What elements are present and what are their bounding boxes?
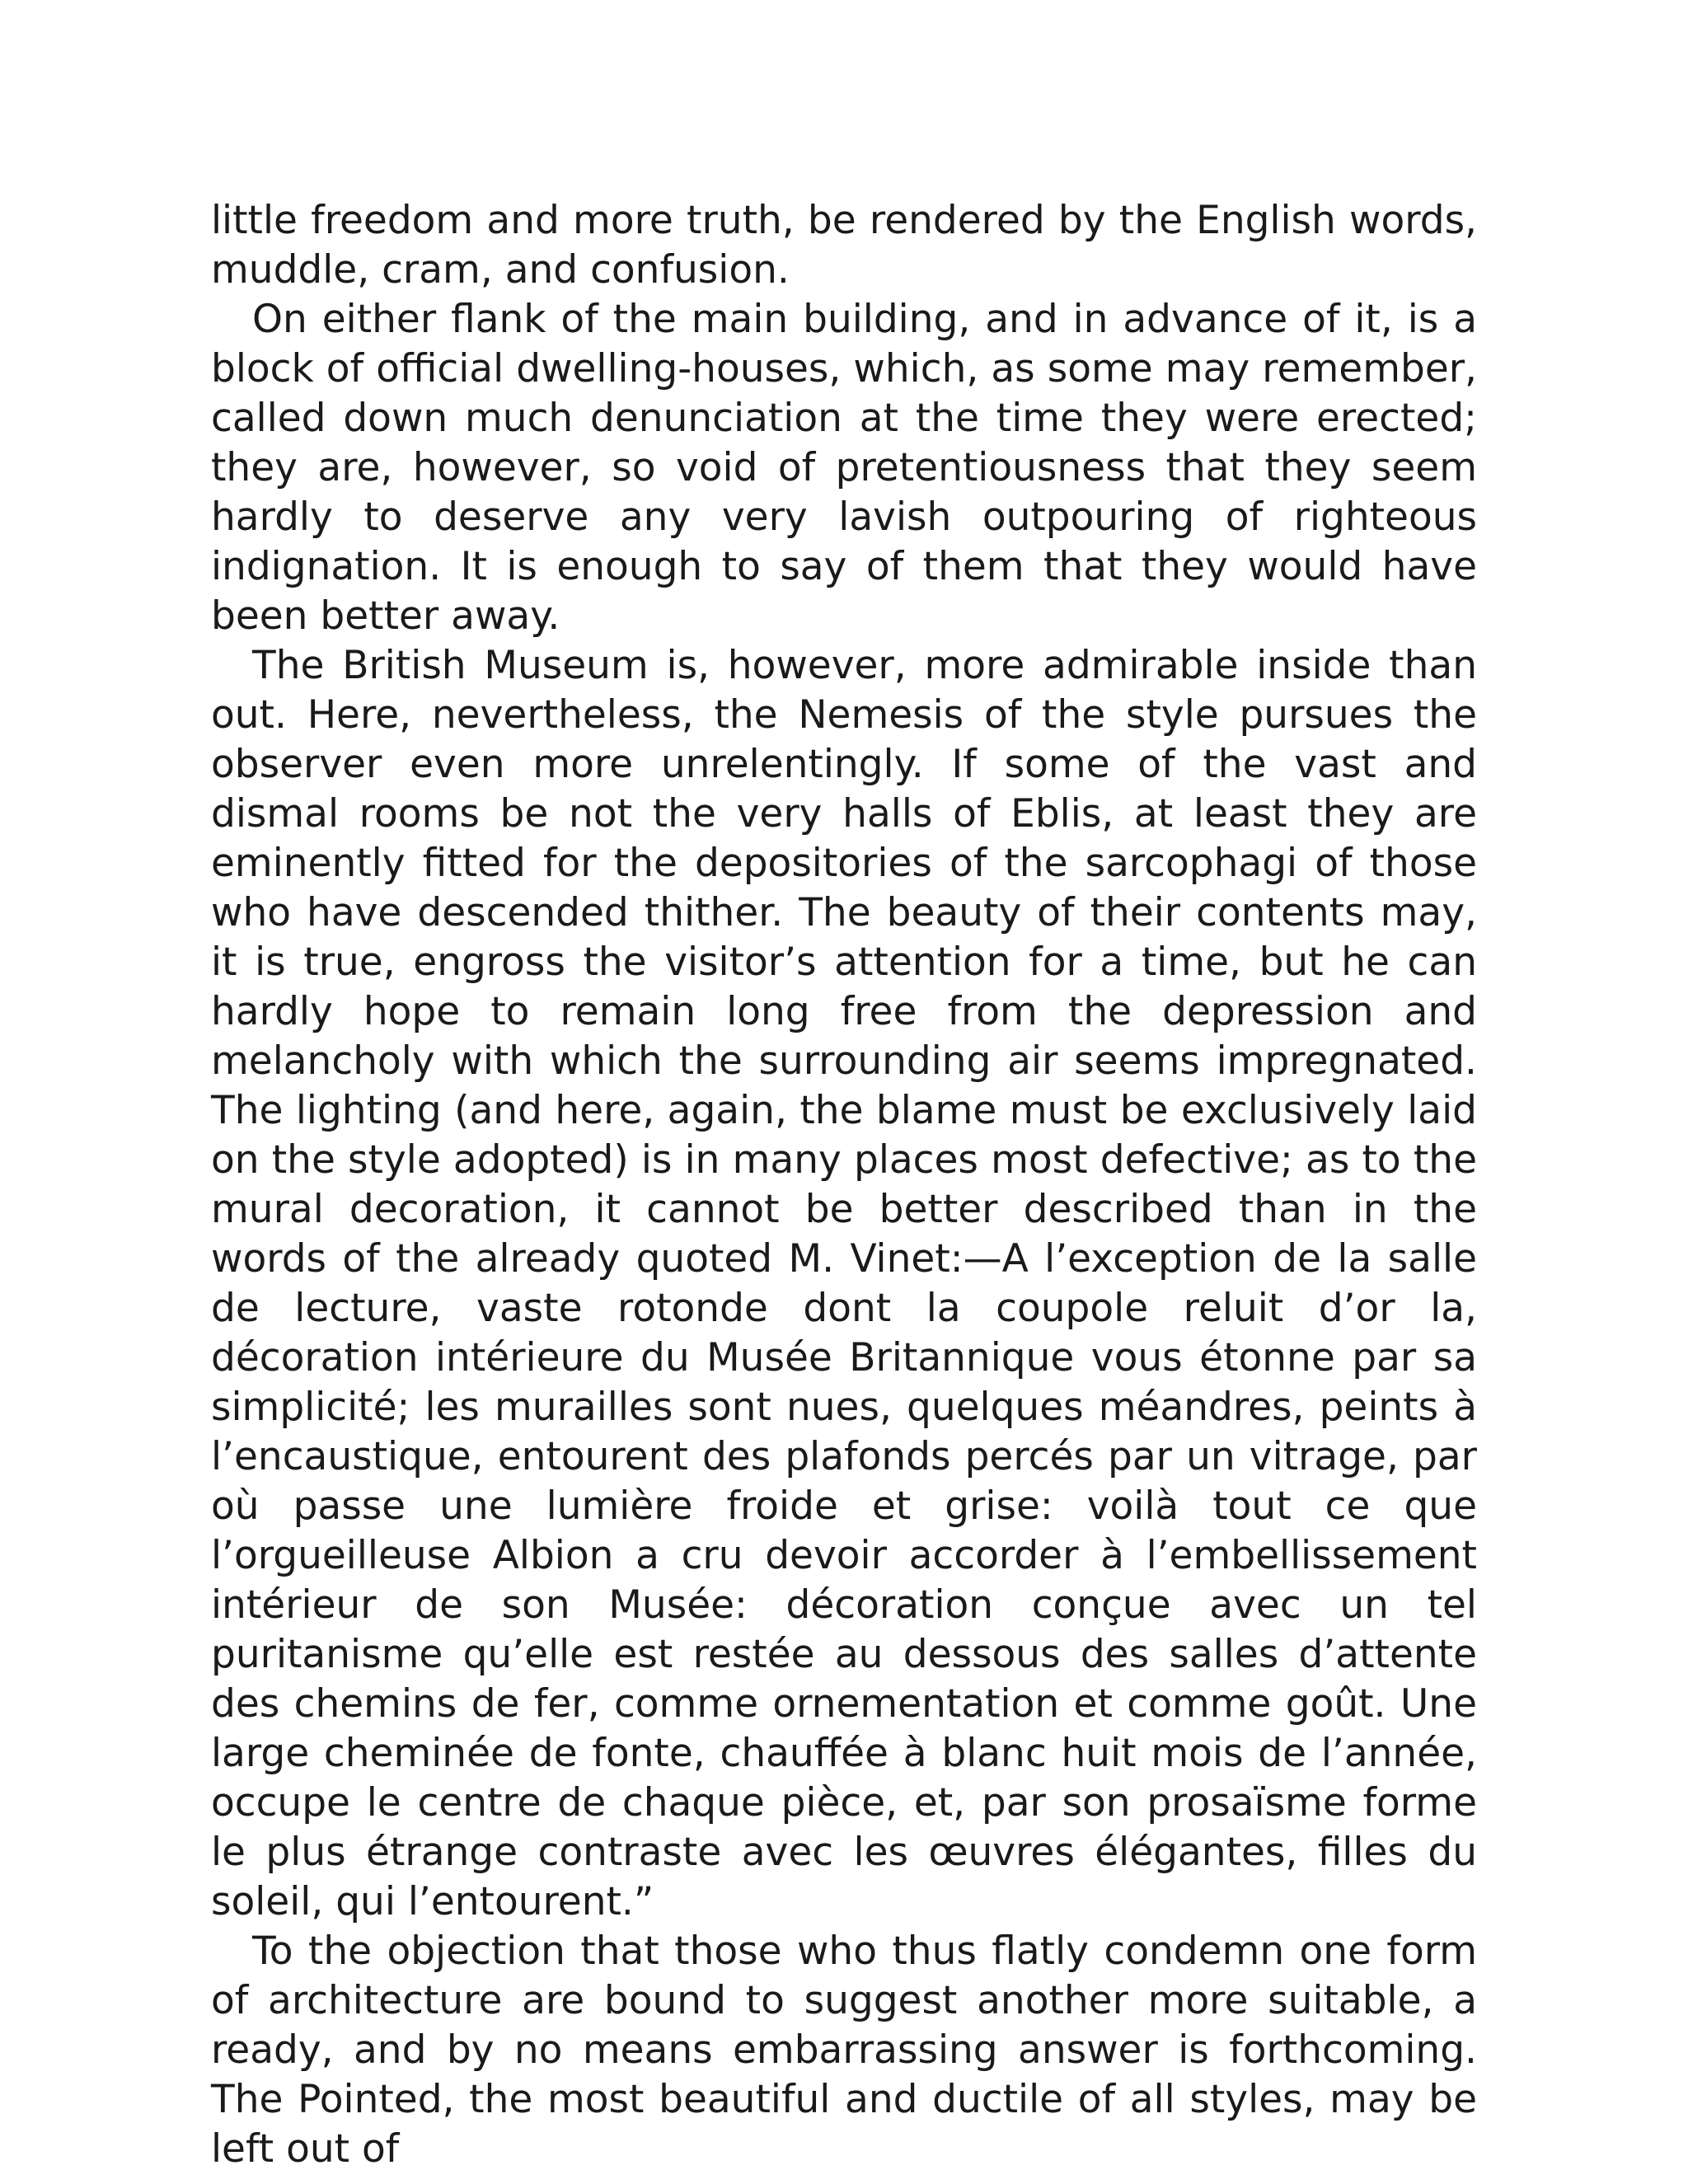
paragraph-objection: To the objection that those who thus flatly condemn one form of architecture are bound to suggest another more suitable, a ready, and by no means embarrassing answer is forthcoming. The Pointed, the most beautiful and ductile of all styles, may be left out of: [211, 1929, 1477, 2172]
paragraph-continuation: little freedom and more truth, be rendered by the English words, muddle, cram, and confusion.: [211, 198, 1477, 293]
paragraph-museum-interior: The British Museum is, however, more admirable inside than out. Here, nevertheless, the Nemesis of the style pursues the observer even more unrelentingly. If some of the vast and dismal rooms be not the very halls of Eblis, at least they are eminently fitted for the depositories of the sarcophagi of those who have descended thither. The beauty of their contents may, it is true, engross the visitor’s attention for a time, but he can hardly hope to remain long free from the depression and melancholy with which the surrounding air seems impregnated. The lighting (and here, again, the blame must be exclusively laid on the style adopted) is in many places most defective; as to the mural decoration, it cannot be better described than in the words of the already quoted M. Vinet:—A l’exception de la salle de lecture, vaste rotonde dont la coupole reluit d’or la, décoration intérieure du Musée Britannique vous étonne par sa simplicité; les murailles sont nues, quelques méandres, peints à l’encaustique, entourent des plafonds percés par un vitrage, par où passe une lumière froide et grise: voilà tout ce que l’orgueilleuse Albion a cru devoir accorder à l’embellissement intérieur de son Musée: décoration conçue avec un tel puritanisme qu’elle est restée au dessous des salles d’attente des chemins de fer, comme ornementation et comme goût. Une large cheminée de fonte, chauffée à blanc huit mois de l’année, occupe le centre de chaque pièce, et, par son prosaïsme forme le plus étrange contraste avec les œuvres élégantes, filles du soleil, qui l’entourent.”: [211, 643, 1477, 1924]
paragraph-official-dwellings: On either flank of the main building, and in advance of it, is a block of official dwelling-houses, which, as some may remember, called down much denunciation at the time they were erected; they are, however, so void of pretentiousness that they seem hardly to deserve any very lavish outpouring of righteous indignation. It is enough to say of them that they would have been better away.: [211, 297, 1477, 639]
body-text: [211, 196, 1477, 2174]
